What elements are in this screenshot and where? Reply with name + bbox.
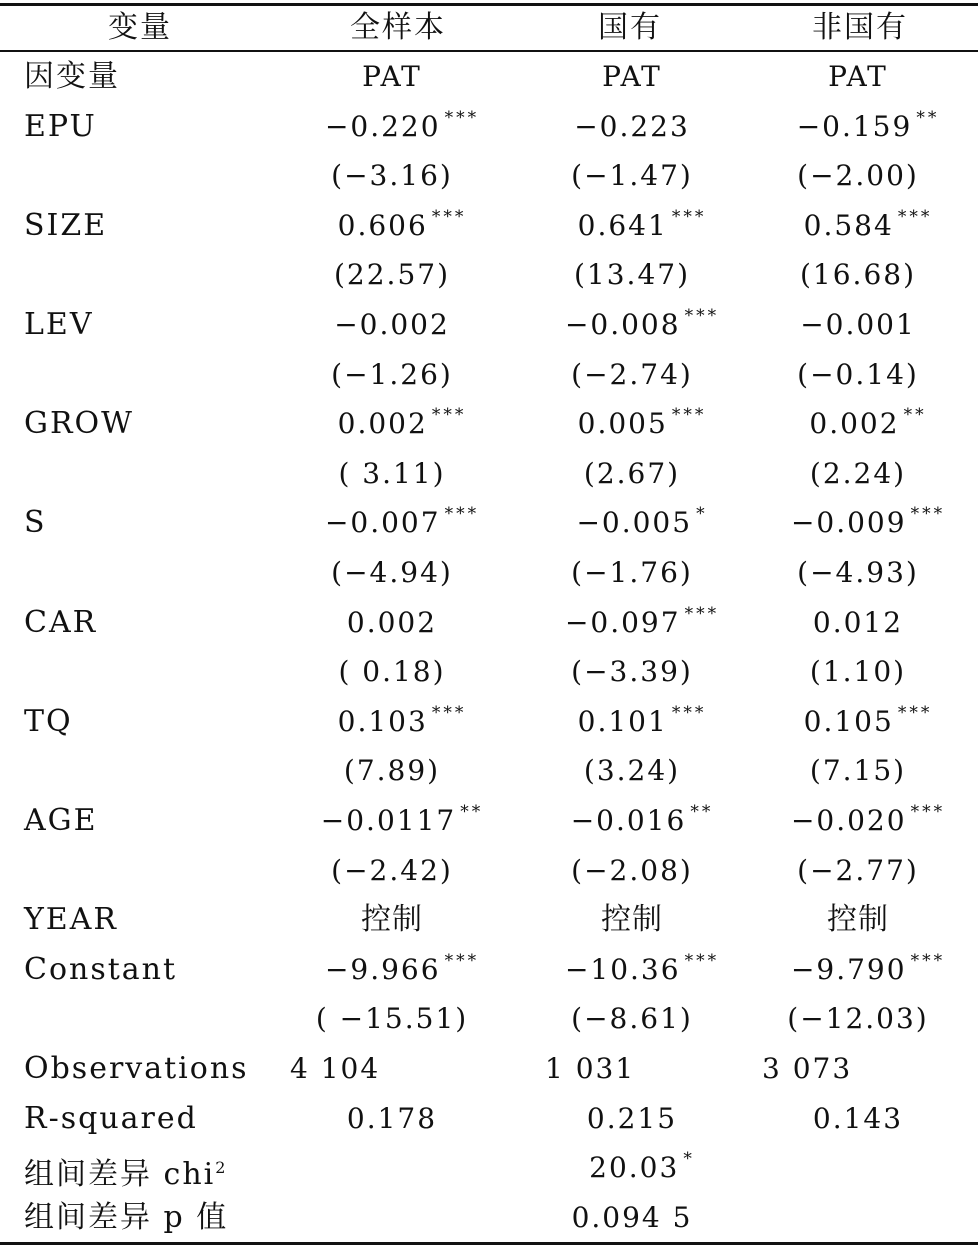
cell-full: [290, 1044, 380, 1093]
cell-value: 20.03: [589, 1151, 680, 1185]
cell-value: (7.15): [809, 754, 907, 788]
significance-stars: **: [903, 405, 927, 426]
significance-stars: ***: [444, 107, 480, 128]
cell-value: −0.008: [564, 308, 681, 341]
cell-value: 控制: [361, 902, 423, 938]
cell-value: (−2.08): [571, 853, 693, 887]
cell-nonsoe: [708, 895, 978, 944]
row-label-text: R-squared: [24, 1100, 198, 1136]
table-row: [0, 548, 978, 597]
cell-nonsoe: [708, 746, 978, 795]
significance-stars: ***: [910, 802, 946, 822]
significance-stars: *: [696, 504, 708, 525]
cell-value: PAT: [828, 60, 888, 93]
significance-stars: ***: [897, 702, 933, 723]
row-label-text: Constant: [24, 951, 178, 987]
cell-nonsoe: [708, 350, 978, 399]
cell-value: −10.36: [564, 952, 681, 986]
cell-value: (2.67): [583, 456, 681, 490]
cell-nonsoe: [718, 796, 978, 850]
significance-stars: ***: [671, 206, 707, 227]
significance-stars: ***: [431, 702, 467, 723]
row-label-text: AGE: [24, 803, 98, 838]
cell-nonsoe: [718, 697, 978, 751]
row-label-text: S: [24, 505, 47, 541]
row-label-text: 组间差异 chi: [24, 1157, 216, 1193]
row-label: [24, 102, 97, 151]
table-row: [0, 1193, 978, 1242]
cell-value: −0.007: [324, 506, 441, 540]
cell-value: (−1.76): [571, 556, 693, 589]
significance-stars: ***: [684, 603, 720, 624]
row-label-text: EPU: [24, 108, 97, 144]
cell-value: −0.002: [334, 308, 450, 341]
table-row: [0, 449, 978, 498]
cell-nonsoe: [718, 201, 978, 255]
table-row: [0, 201, 978, 250]
cell-nonsoe: [708, 1094, 978, 1143]
table-row: [0, 151, 978, 200]
significance-stars: ***: [910, 950, 946, 971]
cell-nonsoe: [708, 647, 978, 696]
significance-stars: ***: [431, 405, 467, 426]
cell-soe: [545, 1044, 635, 1093]
row-label: [24, 201, 107, 250]
row-label: [24, 895, 118, 944]
cell-value: (−8.61): [571, 1002, 693, 1036]
cell-nonsoe: [708, 548, 978, 597]
row-label-superscript: 2: [215, 1158, 228, 1178]
cell-value: −9.790: [790, 952, 907, 986]
cell-value: (7.89): [343, 754, 441, 788]
cell-value: 0.105: [803, 704, 894, 738]
significance-stars: ***: [431, 206, 467, 227]
cell-nonsoe: [718, 399, 978, 453]
row-label: [24, 399, 134, 448]
row-label-text: SIZE: [24, 207, 108, 243]
cell-value: (13.47): [573, 258, 690, 292]
cell-value: 0.002: [809, 407, 900, 441]
cell-nonsoe: [708, 846, 978, 895]
significance-stars: ***: [444, 504, 480, 525]
cell-value: −0.223: [574, 109, 690, 143]
cell-value: 0.641: [577, 208, 668, 242]
table-top-rule: [0, 3, 978, 6]
row-label-text: GROW: [24, 406, 134, 442]
table-row: [0, 945, 978, 994]
cell-value: (−0.14): [797, 357, 919, 391]
cell-value: (22.57): [333, 258, 450, 292]
significance-stars: **: [460, 802, 484, 822]
cell-value: −9.966: [324, 952, 441, 986]
significance-stars: ***: [897, 206, 933, 227]
significance-stars: *: [683, 1149, 695, 1170]
row-label: [24, 52, 120, 101]
cell-value: 0.101: [577, 704, 668, 738]
table-row: [0, 846, 978, 895]
cell-value: 0.012: [812, 605, 904, 639]
row-label: [24, 300, 94, 349]
significance-stars: ***: [671, 405, 707, 426]
table-row: [0, 1044, 978, 1093]
cell-value: 0.002: [346, 605, 438, 639]
table-row: [0, 895, 978, 944]
cell-value: (1.10): [809, 655, 907, 689]
cell-value: PAT: [602, 60, 662, 93]
row-label: [24, 1094, 198, 1143]
significance-stars: ***: [684, 306, 720, 326]
cell-nonsoe: [708, 250, 978, 299]
cell-value: 3 073: [762, 1052, 853, 1085]
row-label: [24, 1143, 227, 1199]
row-label: [24, 796, 98, 845]
table-row: [0, 598, 978, 647]
cell-value: (−4.93): [797, 556, 919, 589]
cell-value: −0.020: [790, 804, 907, 837]
cell-value: (2.24): [809, 456, 907, 490]
row-label: [24, 1044, 249, 1093]
cell-value: −0.009: [790, 506, 907, 540]
table-bottom-rule: [0, 1242, 978, 1245]
row-label: [24, 945, 177, 994]
cell-value: ( −15.51): [315, 1002, 469, 1036]
header-full-sample: 全样本: [350, 10, 446, 45]
table-row: [0, 796, 978, 845]
cell-value: PAT: [362, 60, 422, 93]
cell-value: ( 0.18): [338, 655, 446, 689]
cell-value: −0.159: [796, 109, 913, 143]
row-label-text: 因变量: [24, 59, 120, 94]
table-row: [0, 498, 978, 547]
cell-soe: [492, 1143, 792, 1197]
header-soe: 国有: [598, 10, 662, 45]
row-label: [24, 697, 73, 746]
table-row: [0, 399, 978, 448]
table-row: [0, 697, 978, 746]
table-row: [0, 300, 978, 349]
cell-value: (−1.26): [331, 357, 453, 391]
cell-nonsoe: [708, 994, 978, 1043]
cell-value: (−12.03): [787, 1002, 929, 1036]
table-row: [0, 1143, 978, 1192]
cell-nonsoe: [708, 449, 978, 498]
cell-nonsoe: [762, 1044, 852, 1093]
cell-value: −0.005: [576, 506, 693, 540]
header-variable: 变量: [108, 10, 172, 45]
cell-value: (−4.94): [331, 556, 453, 589]
significance-stars: ***: [684, 950, 720, 971]
cell-value: 1 031: [545, 1052, 636, 1085]
cell-value: 控制: [601, 902, 663, 938]
cell-value: −0.016: [570, 804, 687, 837]
table-row: [0, 1094, 978, 1143]
cell-nonsoe: [708, 598, 978, 647]
cell-value: 4 104: [290, 1052, 381, 1085]
cell-nonsoe: [718, 498, 978, 552]
cell-value: (−2.00): [797, 159, 919, 193]
cell-value: 0.143: [812, 1101, 904, 1135]
cell-value: (−2.42): [331, 853, 453, 887]
cell-value: (−3.16): [331, 159, 453, 193]
cell-nonsoe: [718, 945, 978, 999]
table-row: [0, 102, 978, 151]
table-row: [0, 746, 978, 795]
row-label-text: TQ: [24, 703, 73, 739]
header-non-soe: 非国有: [812, 10, 908, 45]
cell-value: (−1.47): [571, 159, 693, 193]
cell-soe: [482, 1193, 782, 1242]
cell-value: 0.606: [337, 208, 428, 242]
row-label-text: 组间差异 p 值: [24, 1199, 229, 1235]
cell-value: (3.24): [583, 754, 681, 788]
cell-value: 0.005: [577, 407, 668, 441]
cell-nonsoe: [708, 300, 978, 349]
cell-value: (16.68): [799, 258, 916, 292]
cell-value: 控制: [827, 902, 889, 938]
significance-stars: ***: [444, 950, 480, 971]
table-row: [0, 250, 978, 299]
cell-nonsoe: [708, 151, 978, 200]
cell-value: ( 3.11): [338, 456, 446, 490]
significance-stars: **: [690, 802, 714, 822]
cell-value: 0.094 5: [571, 1200, 693, 1234]
cell-value: (−2.74): [571, 357, 693, 391]
cell-value: 0.002: [337, 407, 428, 441]
significance-stars: ***: [671, 702, 707, 723]
cell-value: −0.220: [324, 109, 441, 143]
cell-value: 0.178: [346, 1101, 438, 1135]
cell-value: −0.001: [800, 308, 916, 341]
table-row: [0, 350, 978, 399]
table-row: [0, 52, 978, 101]
cell-value: −0.097: [564, 605, 681, 639]
significance-stars: **: [916, 107, 940, 128]
cell-value: 0.584: [803, 208, 894, 242]
row-label: [24, 598, 97, 647]
cell-nonsoe: [708, 52, 978, 101]
table-row: [0, 994, 978, 1043]
cell-nonsoe: [718, 102, 978, 156]
row-label-text: Observations: [24, 1051, 249, 1086]
cell-value: −0.0117: [320, 804, 457, 837]
row-label-text: CAR: [24, 604, 98, 640]
table-row: [0, 647, 978, 696]
cell-value: 0.103: [337, 704, 428, 738]
significance-stars: ***: [910, 504, 946, 525]
cell-value: (−3.39): [571, 655, 693, 689]
row-label-text: LEV: [24, 307, 94, 342]
row-label: [24, 498, 47, 547]
cell-value: (−2.77): [797, 853, 919, 887]
row-label-text: YEAR: [24, 902, 118, 938]
row-label: [24, 1193, 228, 1242]
cell-value: 0.215: [586, 1101, 678, 1135]
